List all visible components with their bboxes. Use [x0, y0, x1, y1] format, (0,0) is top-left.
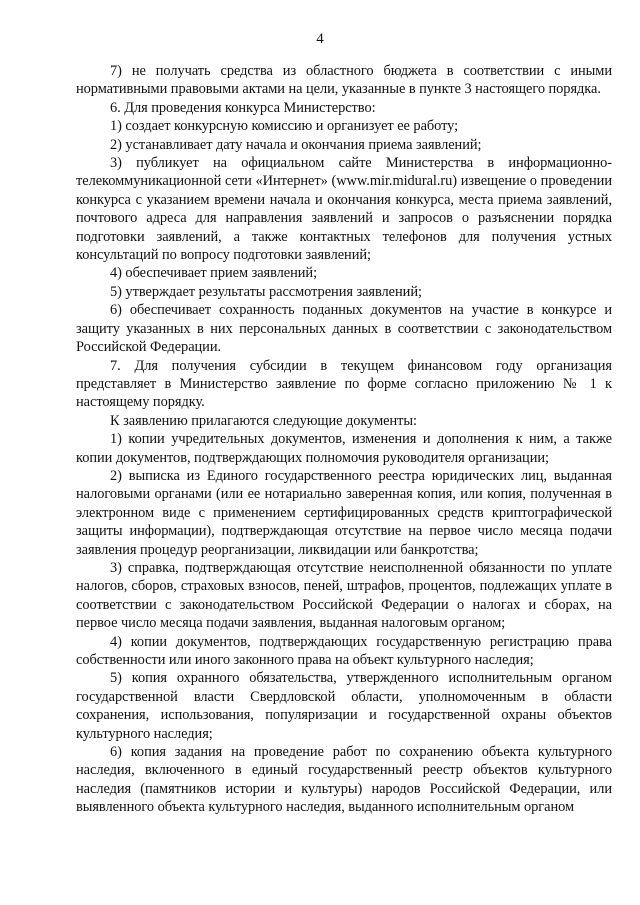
- paragraph-attachments-heading: К заявлению прилагаются следующие документы:: [110, 412, 417, 429]
- paragraph-6-3-publication: 3) публикует на официальном сайте Министерства в информационно-телекоммуникационной сети «Интернет» (www.mir.midural.ru) извещение о проведении конкурса с указанием времени начала и окончания конкурса, места приема заявлений, почтового адреса для направления заявлений и запросов о разъяснении порядка подготовки заявлений, а также контактных телефонов для получения устных консультаций по вопросу подготовки заявлений;: [76, 155, 612, 264]
- paragraph-7-4-ownership-documents: 4) копии документов, подтверждающих государственную регистрацию права собственности или иного законного права на объект культурного наследия;: [76, 633, 612, 668]
- paragraph-section-7-application: 7. Для получения субсидии в текущем финансовом году организация представляет в Министерство заявление по форме согласно приложению № 1 к настоящему порядку.: [76, 357, 612, 411]
- paragraph-6-1-commission: 1) создает конкурсную комиссию и организует ее работу;: [110, 118, 459, 135]
- paragraph-6-6-data-protection: 6) обеспечивает сохранность поданных документов на участие в конкурсе и защиту указанных в них персональных данных в соответствии с законодательством Российской Федерации.: [76, 302, 612, 356]
- paragraph-7-1-founding-documents: 1) копии учредительных документов, изменения и дополнения к ним, а также копии документов, подтверждающих полномочия руководителя организации;: [76, 431, 612, 466]
- page-number: 4: [316, 31, 324, 47]
- paragraph-section-6-heading: 6. Для проведения конкурса Министерство:: [110, 99, 376, 116]
- paragraph-7-6-preservation-task: 6) копия задания на проведение работ по сохранению объекта культурного наследия, включенного в единый государственный реестр объектов культурного наследия (памятников истории и культуры) народов Российской Федерации, или выявленного объекта культурного наследия, выданного исполнительным органом: [76, 744, 612, 816]
- paragraph-7-2-registry-extract: 2) выписка из Единого государственного реестра юридических лиц, выданная налоговыми органами (или ее нотариально заверенная копия, или копия, полученная в электронном виде с применением сертифицированных средств криптографической защиты информации), подтверждающая отсутствие на первое число месяца подачи заявления процедур реорганизации, ликвидации или банкротства;: [76, 467, 612, 558]
- paragraph-6-4-reception: 4) обеспечивает прием заявлений;: [110, 265, 318, 282]
- paragraph-7-3-tax-certificate: 3) справка, подтверждающая отсутствие неисполненной обязанности по уплате налогов, сборов, страховых взносов, пеней, штрафов, процентов, подлежащих уплате в соответствии с законодательством Российской Федерации о налогах и сборах, на первое число месяца подачи заявления, выданная налоговым органом;: [76, 559, 612, 632]
- paragraph-6-2-dates: 2) устанавливает дату начала и окончания приема заявлений;: [110, 136, 482, 153]
- document-body: [76, 62, 612, 817]
- paragraph-6-5-results: 5) утверждает результаты рассмотрения заявлений;: [110, 283, 422, 300]
- paragraph-clause-7-no-double-funding: 7) не получать средства из областного бюджета в соответствии с иными нормативными правовыми актами на цели, указанные в пункте 3 настоящего порядка.: [76, 63, 612, 98]
- paragraph-7-5-protection-obligation: 5) копия охранного обязательства, утвержденного исполнительным органом государственной власти Свердловской области, уполномоченным в области сохранения, использования, популяризации и государственной охраны объектов культурного наследия;: [76, 670, 612, 742]
